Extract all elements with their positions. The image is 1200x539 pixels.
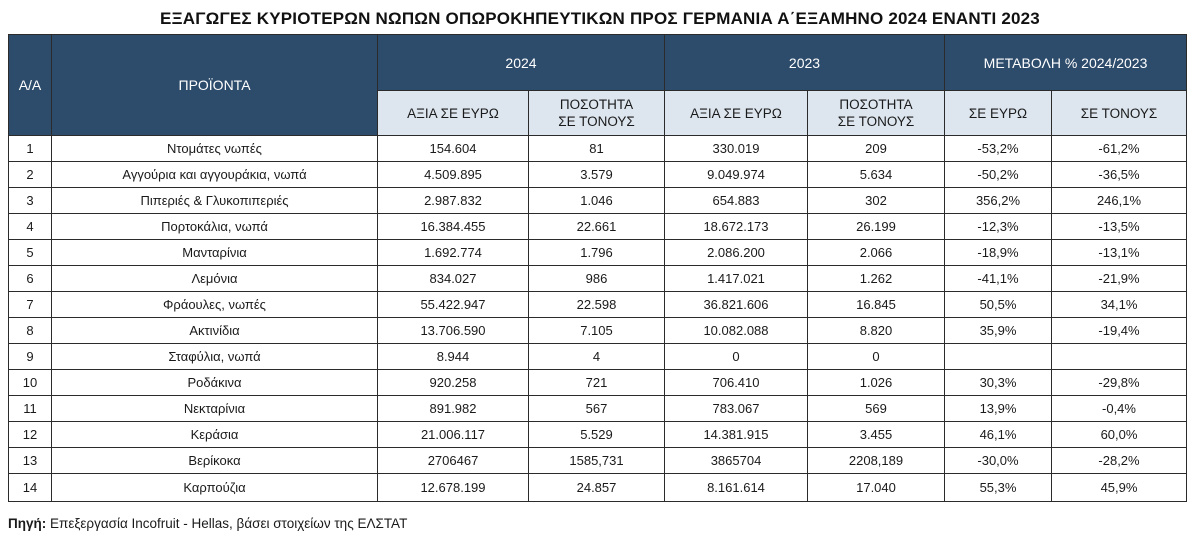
change-tons: -29,8% <box>1052 370 1187 396</box>
value-2024: 4.509.895 <box>378 162 529 188</box>
table-row <box>9 344 1187 370</box>
header-change-euro: ΣΕ ΕΥΡΩ <box>945 91 1052 136</box>
qty-2023: 209 <box>808 136 945 162</box>
change-euro: 55,3% <box>945 474 1052 502</box>
qty-2023: 3.455 <box>808 422 945 448</box>
header-product: ΠΡΟΪΟΝΤΑ <box>52 35 378 136</box>
table-row <box>9 318 1187 344</box>
change-tons: -36,5% <box>1052 162 1187 188</box>
value-2024: 8.944 <box>378 344 529 370</box>
page-title: ΕΞΑΓΩΓΕΣ ΚΥΡΙΟΤΕΡΩΝ ΝΩΠΩΝ ΟΠΩΡΟΚΗΠΕΥΤΙΚΩΝ ΠΡΟΣ ΓΕΡΜΑΝΙΑ Α΄ΕΞΑΜΗΝΟ 2024 ΕΝΑΝΤΙ 2023 <box>160 9 1040 28</box>
change-tons: -0,4% <box>1052 396 1187 422</box>
product-name: Φράουλες, νωπές <box>52 292 378 318</box>
change-tons: 34,1% <box>1052 292 1187 318</box>
change-tons: 246,1% <box>1052 188 1187 214</box>
product-name: Αγγούρια και αγγουράκια, νωπά <box>52 162 378 188</box>
row-number: 1 <box>9 136 52 162</box>
qty-2024: 22.661 <box>529 214 665 240</box>
header-year-2023: 2023 <box>665 35 945 91</box>
table-row <box>9 162 1187 188</box>
value-2023: 9.049.974 <box>665 162 808 188</box>
row-number: 13 <box>9 448 52 474</box>
change-euro: -53,2% <box>945 136 1052 162</box>
change-euro: 13,9% <box>945 396 1052 422</box>
value-2023: 654.883 <box>665 188 808 214</box>
change-tons: -13,5% <box>1052 214 1187 240</box>
value-2023: 8.161.614 <box>665 474 808 502</box>
qty-2024: 3.579 <box>529 162 665 188</box>
source-note <box>8 516 407 531</box>
value-2023: 3865704 <box>665 448 808 474</box>
row-number: 11 <box>9 396 52 422</box>
value-2024: 16.384.455 <box>378 214 529 240</box>
change-tons <box>1052 344 1187 370</box>
table-row <box>9 396 1187 422</box>
change-tons: -28,2% <box>1052 448 1187 474</box>
table-row <box>9 422 1187 448</box>
change-euro: -12,3% <box>945 214 1052 240</box>
qty-2023: 5.634 <box>808 162 945 188</box>
change-tons: 60,0% <box>1052 422 1187 448</box>
header-qty-2024-line2: ΣΕ ΤΟΝΟΥΣ <box>558 114 635 129</box>
row-number: 2 <box>9 162 52 188</box>
value-2023: 0 <box>665 344 808 370</box>
product-name: Λεμόνια <box>52 266 378 292</box>
header-value-2023: ΑΞΙΑ ΣΕ ΕΥΡΩ <box>665 91 808 136</box>
row-number: 4 <box>9 214 52 240</box>
table-row <box>9 292 1187 318</box>
value-2023: 706.410 <box>665 370 808 396</box>
qty-2024: 1.046 <box>529 188 665 214</box>
product-name: Κεράσια <box>52 422 378 448</box>
row-number: 6 <box>9 266 52 292</box>
change-euro: 50,5% <box>945 292 1052 318</box>
table-row <box>9 136 1187 162</box>
qty-2023: 8.820 <box>808 318 945 344</box>
value-2024: 154.604 <box>378 136 529 162</box>
qty-2023: 17.040 <box>808 474 945 502</box>
value-2023: 10.082.088 <box>665 318 808 344</box>
product-name: Ροδάκινα <box>52 370 378 396</box>
value-2023: 330.019 <box>665 136 808 162</box>
change-tons: -13,1% <box>1052 240 1187 266</box>
qty-2024: 24.857 <box>529 474 665 502</box>
change-euro <box>945 344 1052 370</box>
change-euro: 30,3% <box>945 370 1052 396</box>
header-qty-2023 <box>808 91 945 136</box>
value-2023: 36.821.606 <box>665 292 808 318</box>
table-row <box>9 240 1187 266</box>
change-euro: -41,1% <box>945 266 1052 292</box>
product-name: Ακτινίδια <box>52 318 378 344</box>
product-name: Πορτοκάλια, νωπά <box>52 214 378 240</box>
value-2024: 2706467 <box>378 448 529 474</box>
value-2023: 18.672.173 <box>665 214 808 240</box>
change-euro: 35,9% <box>945 318 1052 344</box>
row-number: 7 <box>9 292 52 318</box>
row-number: 8 <box>9 318 52 344</box>
change-euro: 356,2% <box>945 188 1052 214</box>
qty-2023: 302 <box>808 188 945 214</box>
qty-2024: 22.598 <box>529 292 665 318</box>
product-name: Βερίκοκα <box>52 448 378 474</box>
exports-table <box>8 34 1187 502</box>
qty-2023: 0 <box>808 344 945 370</box>
value-2023: 14.381.915 <box>665 422 808 448</box>
table-row <box>9 448 1187 474</box>
source-label: Πηγή: <box>8 516 47 531</box>
value-2024: 13.706.590 <box>378 318 529 344</box>
table-body <box>9 136 1187 502</box>
product-name: Σταφύλια, νωπά <box>52 344 378 370</box>
product-name: Ντομάτες νωπές <box>52 136 378 162</box>
change-tons: -19,4% <box>1052 318 1187 344</box>
qty-2024: 81 <box>529 136 665 162</box>
change-tons: -21,9% <box>1052 266 1187 292</box>
value-2024: 12.678.199 <box>378 474 529 502</box>
qty-2023: 2.066 <box>808 240 945 266</box>
change-euro: -50,2% <box>945 162 1052 188</box>
header-change-tons: ΣΕ ΤΟΝΟΥΣ <box>1052 91 1187 136</box>
row-number: 14 <box>9 474 52 502</box>
qty-2023: 26.199 <box>808 214 945 240</box>
row-number: 9 <box>9 344 52 370</box>
value-2024: 920.258 <box>378 370 529 396</box>
qty-2024: 4 <box>529 344 665 370</box>
header-change: ΜΕΤΑΒΟΛΗ % 2024/2023 <box>945 35 1187 91</box>
value-2024: 21.006.117 <box>378 422 529 448</box>
qty-2023: 16.845 <box>808 292 945 318</box>
qty-2024: 721 <box>529 370 665 396</box>
header-value-2024: ΑΞΙΑ ΣΕ ΕΥΡΩ <box>378 91 529 136</box>
qty-2024: 1585,731 <box>529 448 665 474</box>
qty-2024: 986 <box>529 266 665 292</box>
qty-2023: 2208,189 <box>808 448 945 474</box>
product-name: Νεκταρίνια <box>52 396 378 422</box>
product-name: Πιπεριές & Γλυκοπιπεριές <box>52 188 378 214</box>
value-2024: 55.422.947 <box>378 292 529 318</box>
qty-2024: 5.529 <box>529 422 665 448</box>
qty-2023: 1.262 <box>808 266 945 292</box>
change-euro: -18,9% <box>945 240 1052 266</box>
qty-2023: 569 <box>808 396 945 422</box>
qty-2024: 567 <box>529 396 665 422</box>
row-number: 12 <box>9 422 52 448</box>
row-number: 3 <box>9 188 52 214</box>
source-text: Επεξεργασία Incofruit - Hellas, βάσει στοιχείων της ΕΛΣΤΑΤ <box>46 516 408 531</box>
value-2024: 891.982 <box>378 396 529 422</box>
table-row <box>9 214 1187 240</box>
header-qty-2023-line2: ΣΕ ΤΟΝΟΥΣ <box>837 114 915 129</box>
change-euro: 46,1% <box>945 422 1052 448</box>
row-number: 5 <box>9 240 52 266</box>
change-tons: -61,2% <box>1052 136 1187 162</box>
row-number: 10 <box>9 370 52 396</box>
product-name: Μανταρίνια <box>52 240 378 266</box>
value-2023: 2.086.200 <box>665 240 808 266</box>
table-row <box>9 370 1187 396</box>
header-year-2024: 2024 <box>378 35 665 91</box>
change-euro: -30,0% <box>945 448 1052 474</box>
header-qty-2023-line1: ΠΟΣΟΤΗΤΑ <box>839 97 913 112</box>
value-2024: 1.692.774 <box>378 240 529 266</box>
header-aa: Α/Α <box>9 35 52 136</box>
product-name: Καρπούζια <box>52 474 378 502</box>
change-tons: 45,9% <box>1052 474 1187 502</box>
header-qty-2024 <box>529 91 665 136</box>
table-row <box>9 266 1187 292</box>
value-2023: 1.417.021 <box>665 266 808 292</box>
qty-2024: 7.105 <box>529 318 665 344</box>
qty-2023: 1.026 <box>808 370 945 396</box>
value-2024: 2.987.832 <box>378 188 529 214</box>
qty-2024: 1.796 <box>529 240 665 266</box>
value-2023: 783.067 <box>665 396 808 422</box>
header-qty-2024-line1: ΠΟΣΟΤΗΤΑ <box>559 97 634 112</box>
table-row <box>9 188 1187 214</box>
value-2024: 834.027 <box>378 266 529 292</box>
table-row <box>9 474 1187 502</box>
